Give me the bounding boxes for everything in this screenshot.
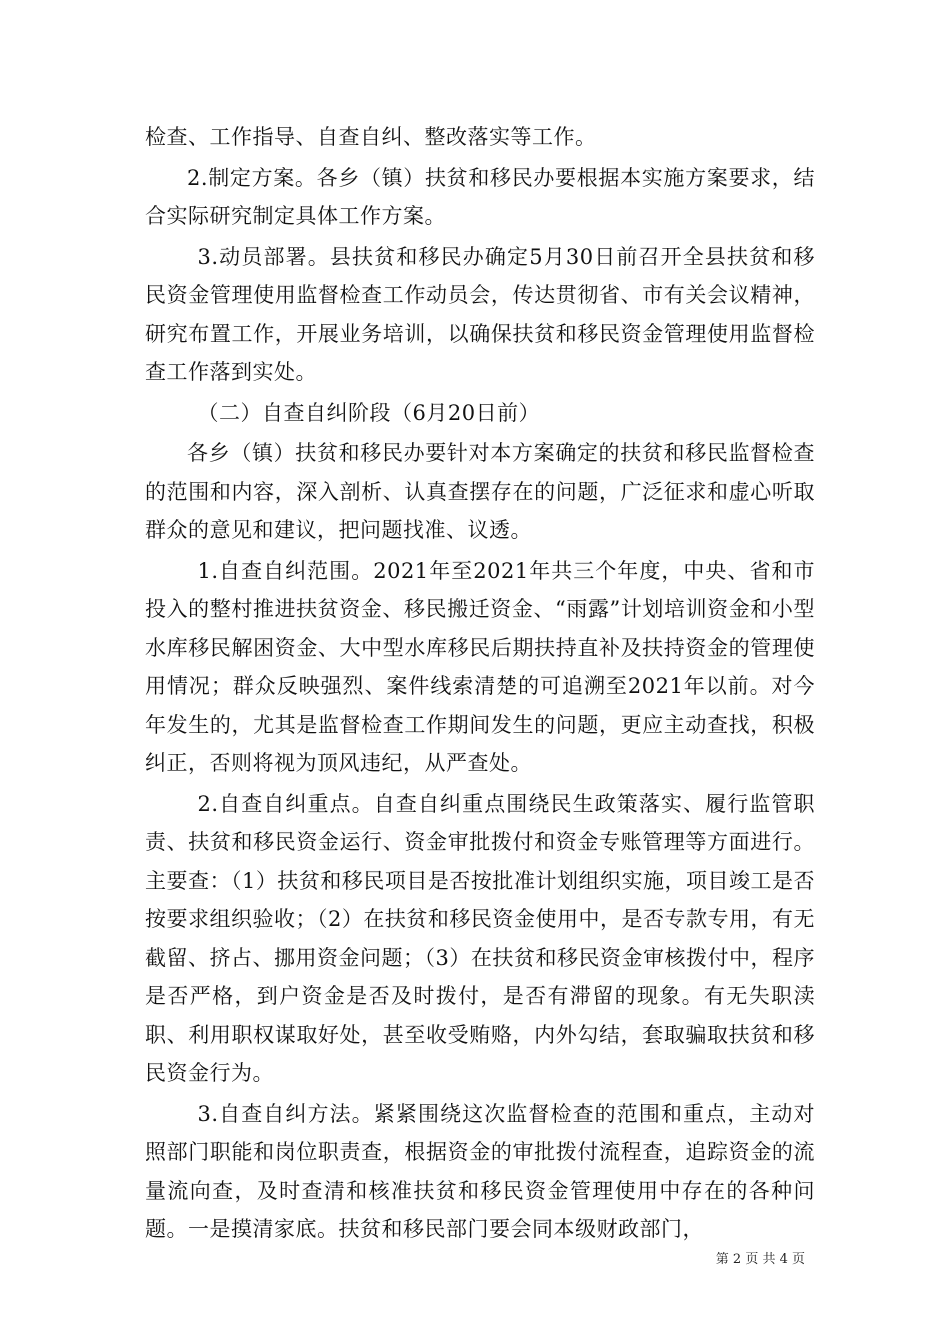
- paragraph-self-check-method: 3.自查自纠方法。紧紧围绕这次监督检查的范围和重点，主动对照部门职能和岗位职责查，根据资金的审批拨付流程查，追踪资金的流量流向查，及时查清和核准扶贫和移民资金管理使用中存在的各种问题。一是摸清家底。扶贫和移民部门要会同本级财政部门，: [145, 1101, 815, 1241]
- paragraph-continuation: 检查、工作指导、自查自纠、整改落实等工作。: [145, 125, 597, 149]
- paragraph-make-plan: 2.制定方案。各乡（镇）扶贫和移民办要根据本实施方案要求，结合实际研究制定具体工作方案。: [145, 165, 815, 228]
- paragraph-self-check-scope: 1.自查自纠范围。2021年至2021年共三个年度，中央、省和市投入的整村推进扶贫资金、移民搬迁资金、“雨露”计划培训资金和小型水库移民解困资金、大中型水库移民后期扶持直补及扶持资金的管理使用情况；群众反映强烈、案件线索清楚的可追溯至2021年以前。对今年发生的，尤其是监督检查工作期间发生的问题，更应主动查找，积极纠正，否则将视为顶风违纪，从严查处。: [145, 558, 815, 775]
- paragraph-mobilization: 3.动员部署。县扶贫和移民办确定5月30日前召开全县扶贫和移民资金管理使用监督检查工作动员会，传达贯彻省、市有关会议精神，研究布置工作，开展业务培训，以确保扶贫和移民资金管理使用监督检查工作落到实处。: [145, 244, 815, 384]
- section-heading-self-check: （二）自查自纠阶段（6月20日前）: [197, 400, 541, 425]
- paragraph-self-check-focus: 2.自查自纠重点。自查自纠重点围绕民生政策落实、履行监管职责、扶贫和移民资金运行、资金审批拨付和资金专账管理等方面进行。主要查：（1）扶贫和移民项目是否按批准计划组织实施，项目竣工是否按要求组织验收；（2）在扶贫和移民资金使用中，是否专款专用，有无截留、挤占、挪用资金问题；（3）在扶贫和移民资金审核拨付中，程序是否严格，到户资金是否及时拨付，是否有滞留的现象。有无失职渎职、利用职权谋取好处，甚至收受贿赂，内外勾结，套取骗取扶贫和移民资金行为。: [145, 791, 815, 1085]
- page-number: 第 2 页 共 4 页: [715, 1252, 805, 1267]
- paragraph-self-check-intro: 各乡（镇）扶贫和移民办要针对本方案确定的扶贫和移民监督检查的范围和内容，深入剖析、认真查摆存在的问题，广泛征求和虚心听取群众的意见和建议，把问题找准、议透。: [145, 441, 815, 542]
- document-body: [145, 118, 815, 1251]
